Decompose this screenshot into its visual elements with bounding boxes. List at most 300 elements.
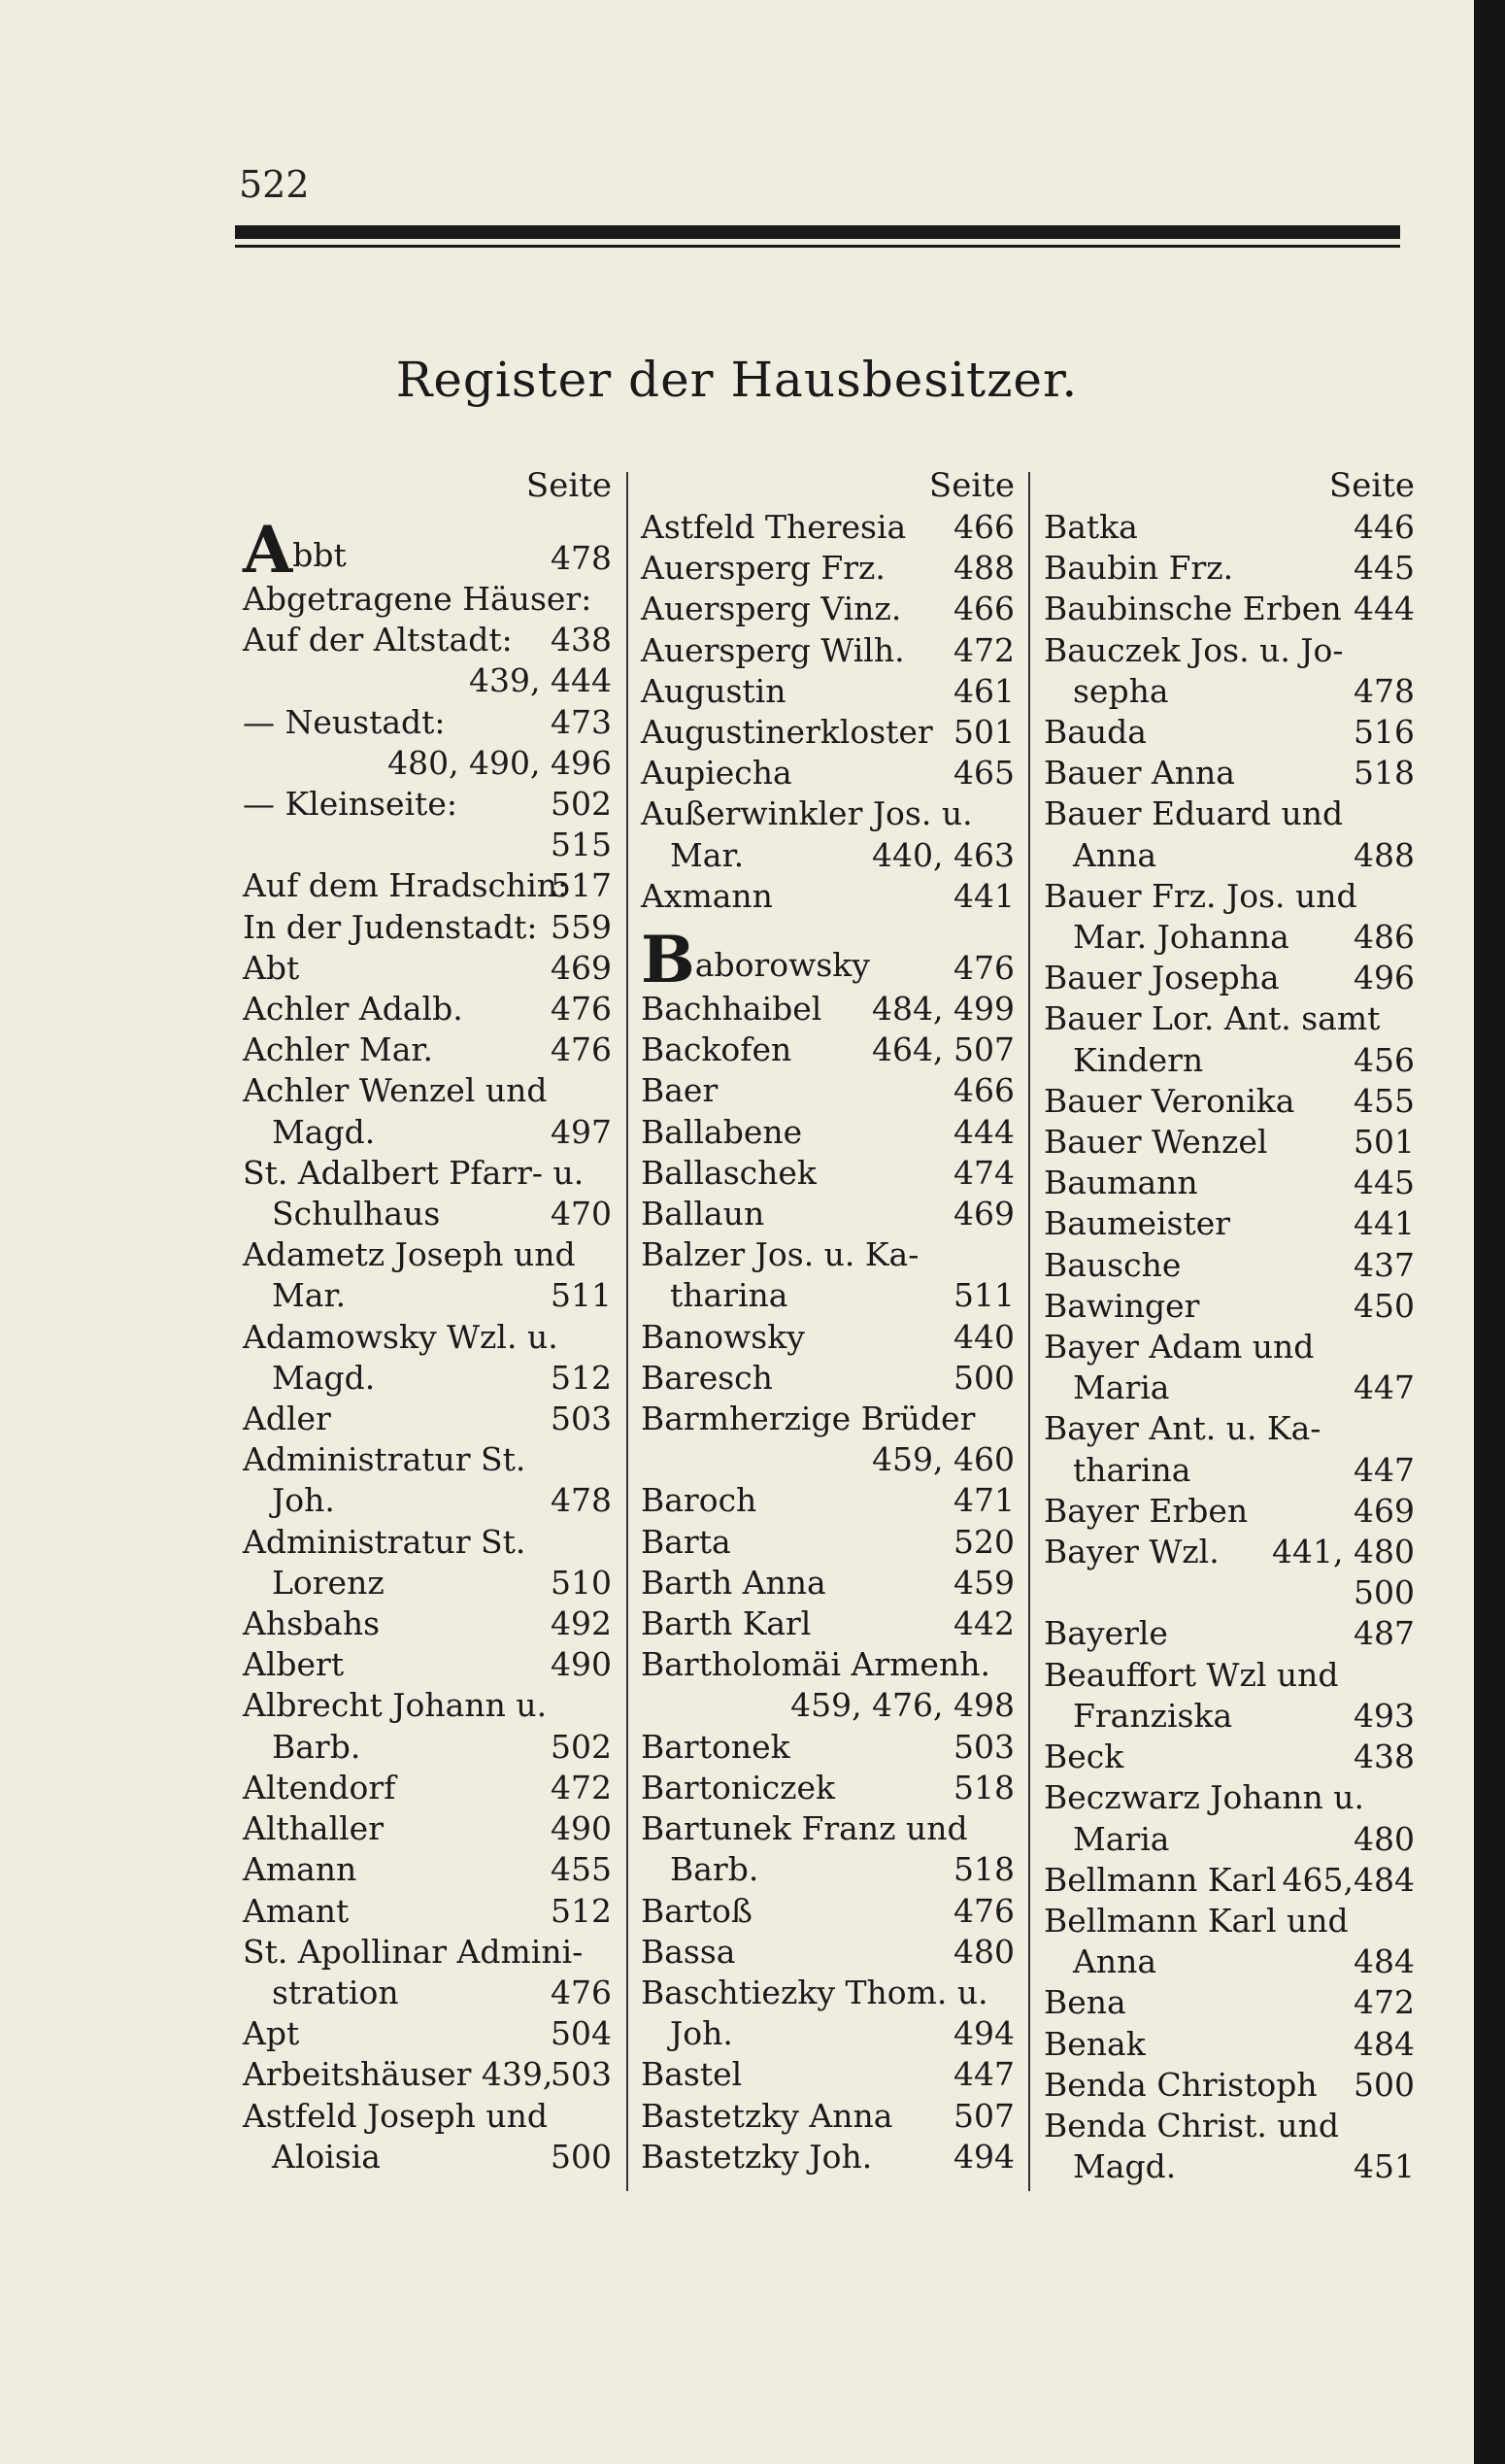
register-entry	[1044, 1081, 1415, 1122]
entry-pages: 440, 463	[872, 835, 1015, 874]
entry-name: Barta	[641, 1522, 731, 1561]
entry-name: Beck	[1044, 1738, 1124, 1776]
entry-pages: 484	[1354, 1942, 1415, 1981]
entry-name: Bassa	[641, 1932, 736, 1971]
register-entry	[641, 1153, 1015, 1194]
entry-pages: 472	[953, 630, 1015, 669]
entry-pages: 512	[551, 1891, 612, 1930]
entry-name: Auf dem Hradschin:	[243, 866, 569, 905]
register-entry	[243, 1727, 612, 1768]
register-entry	[641, 1275, 1015, 1316]
entry-name: Magd.	[272, 1358, 376, 1397]
register-entry	[243, 1480, 612, 1521]
register-entry	[641, 1112, 1015, 1153]
register-entry	[243, 784, 612, 825]
entry-pages: 476	[551, 1973, 612, 2011]
register-entry	[243, 1768, 612, 1808]
register-entry	[641, 671, 1015, 712]
entry-pages: 447	[953, 2055, 1015, 2094]
register-entry	[243, 989, 612, 1029]
entry-name: Astfeld Theresia	[641, 508, 907, 546]
entry-pages: 469	[953, 1195, 1015, 1233]
entry-pages: 507	[953, 2096, 1015, 2135]
register-entry	[243, 660, 612, 701]
entry-pages: 518	[953, 1850, 1015, 1889]
register-entry	[641, 1480, 1015, 1521]
entry-name: Baschtiezky Thom. u.	[641, 1973, 988, 2011]
entry-pages: 474	[953, 1153, 1015, 1192]
entry-pages: 478	[551, 538, 612, 577]
entry-pages: 484	[1354, 2024, 1415, 2063]
column-header-seite: Seite	[1328, 466, 1415, 505]
entry-pages: 466	[953, 590, 1015, 628]
register-entry	[1044, 1819, 1415, 1860]
book-edge	[1474, 0, 1505, 2464]
entry-pages: 447	[1354, 1368, 1415, 1407]
entry-pages: 515	[551, 826, 612, 864]
register-entry	[641, 922, 1015, 998]
entry-name: Bartoß	[641, 1891, 752, 1930]
entry-name: Bartoniczek	[641, 1768, 836, 1806]
entry-pages	[1005, 1644, 1016, 1685]
entry-pages: 484, 499	[872, 990, 1015, 1029]
entry-pages: 438	[1354, 1738, 1415, 1776]
page-title: Register der Hausbesitzer.	[395, 352, 1079, 408]
entry-pages: 520	[953, 1522, 1015, 1561]
entry-pages: 500	[551, 2137, 612, 2176]
register-entry	[641, 2054, 1015, 2095]
entry-name: Bayer Erben	[1044, 1491, 1249, 1530]
entry-pages: 446	[1354, 508, 1415, 546]
register-column-1	[243, 464, 612, 2177]
entry-name: Bartunek Franz und	[641, 1809, 968, 1848]
entry-pages: 496	[1354, 959, 1415, 997]
register-entry	[1044, 753, 1415, 793]
entry-name: stration	[272, 1973, 399, 2011]
entry-pages: 472	[1354, 1983, 1415, 2022]
register-entry	[641, 1029, 1015, 1070]
entry-name: Bellmann Karl und	[1044, 1901, 1349, 1940]
entry-name: Ballabene	[641, 1112, 803, 1151]
entry-pages	[602, 2096, 613, 2137]
register-entry	[641, 1727, 1015, 1768]
register-entry	[1044, 835, 1415, 876]
register-entry	[1044, 1450, 1415, 1491]
register-entry	[243, 907, 612, 948]
entry-name: Benak	[1044, 2024, 1146, 2063]
register-entry	[243, 1685, 612, 1726]
register-entry	[243, 743, 612, 784]
entry-name: Auersperg Vinz.	[641, 590, 902, 628]
entry-pages: 439, 444	[469, 661, 612, 700]
entry-pages	[1405, 1901, 1416, 1941]
register-entry	[1044, 1737, 1415, 1777]
register-entry	[243, 1563, 612, 1603]
entry-name: Auf der Altstadt:	[243, 621, 513, 659]
entry-pages	[602, 1685, 613, 1726]
entry-name: Aloisia	[272, 2137, 381, 2176]
entry-pages: 518	[953, 1768, 1015, 1806]
register-entry	[1044, 2146, 1415, 2187]
register-entry	[641, 1973, 1015, 2013]
register-entry	[641, 712, 1015, 753]
entry-name: Banowsky	[641, 1317, 805, 1356]
entry-name: Barth Karl	[641, 1604, 812, 1643]
entry-pages	[1405, 793, 1416, 834]
entry-pages: 455	[1354, 1081, 1415, 1120]
entry-name: Bawinger	[1044, 1286, 1200, 1325]
register-entry	[243, 1932, 612, 1973]
entry-pages	[602, 1153, 613, 1194]
entry-pages	[602, 1439, 613, 1480]
register-entry	[243, 2137, 612, 2177]
register-entry	[641, 507, 1015, 548]
register-entry	[641, 1358, 1015, 1399]
register-entry	[243, 702, 612, 743]
entry-pages	[602, 1070, 613, 1111]
register-entry	[1044, 548, 1415, 589]
entry-name: Mar.	[670, 835, 745, 874]
entry-pages: 490	[551, 1809, 612, 1848]
column-divider	[1028, 472, 1030, 2191]
entry-name: Althaller	[243, 1809, 384, 1848]
register-entry	[243, 865, 612, 906]
entry-pages: 469	[551, 948, 612, 987]
register-column-2	[641, 464, 1015, 2177]
entry-pages: 471	[953, 1481, 1015, 1520]
entry-name: Anna	[1073, 1942, 1157, 1981]
entry-name: Achler Mar.	[243, 1030, 434, 1069]
entry-pages: 518	[1354, 754, 1415, 793]
entry-name: Bayerle	[1044, 1614, 1168, 1653]
entry-name: Administratur St.	[243, 1522, 526, 1561]
register-entry	[641, 1070, 1015, 1111]
register-entry	[641, 793, 1015, 834]
register-entry	[243, 948, 612, 989]
register-entry	[243, 1973, 612, 2013]
register-entry	[243, 1439, 612, 1480]
register-entry	[641, 1317, 1015, 1358]
entry-pages: 511	[551, 1276, 612, 1315]
entry-pages: 450	[1354, 1286, 1415, 1325]
register-entry	[641, 1808, 1015, 1849]
register-entry	[641, 1849, 1015, 1890]
entry-name: Abbt	[243, 512, 347, 588]
entry-pages: 476	[551, 1030, 612, 1069]
register-entry	[243, 1358, 612, 1399]
register-entry	[641, 1603, 1015, 1644]
entry-name: Apt	[243, 2014, 300, 2053]
register-entry	[1044, 1777, 1415, 1818]
entry-name: Augustin	[641, 671, 786, 710]
register-entry	[641, 1644, 1015, 1685]
entry-name: Barb.	[272, 1727, 361, 1766]
register-entry	[1044, 1327, 1415, 1367]
register-entry	[243, 1849, 612, 1890]
entry-name: Maria	[1073, 1819, 1170, 1858]
entry-pages: 502	[551, 785, 612, 824]
register-entry	[1044, 1203, 1415, 1244]
entry-name: Anna	[1073, 835, 1157, 874]
entry-pages: 466	[953, 508, 1015, 546]
page-number: 522	[239, 163, 310, 206]
entry-name: In der Judenstadt:	[243, 907, 538, 946]
register-entry	[1044, 630, 1415, 671]
entry-name: Bartonek	[641, 1727, 790, 1766]
register-entry	[1044, 917, 1415, 958]
entry-name: Abgetragene Häuser:	[243, 580, 592, 618]
entry-pages	[1005, 1234, 1016, 1275]
entry-name: Astfeld Joseph und	[243, 2096, 548, 2135]
entry-name: Auersperg Wilh.	[641, 630, 905, 669]
register-entry	[1044, 1941, 1415, 1982]
register-entry	[641, 2013, 1015, 2054]
entry-pages: 437	[1354, 1245, 1415, 1284]
register-entry	[243, 2054, 612, 2095]
register-entry	[1044, 1408, 1415, 1449]
register-entry	[641, 1234, 1015, 1275]
entry-pages	[1405, 1655, 1416, 1696]
entry-pages: 501	[1354, 1123, 1415, 1162]
entry-name: tharina	[1073, 1450, 1191, 1489]
register-entry	[1044, 1491, 1415, 1532]
register-entry	[1044, 1572, 1415, 1613]
entry-pages	[1005, 1973, 1016, 2013]
entry-name: Baubin Frz.	[1044, 549, 1234, 588]
entry-pages: 503	[953, 1727, 1015, 1766]
entry-name: Augustinerkloster	[641, 713, 933, 752]
register-entry	[243, 1112, 612, 1153]
entry-pages: 480	[1354, 1819, 1415, 1858]
entry-name: Axmann	[641, 876, 773, 915]
register-entry	[243, 579, 612, 620]
entry-name: tharina	[670, 1276, 788, 1315]
entry-pages: 501	[953, 713, 1015, 752]
entry-name: Adametz Joseph und	[243, 1235, 576, 1274]
entry-pages: 469	[1354, 1491, 1415, 1530]
entry-name: Achler Wenzel und	[243, 1071, 548, 1110]
register-entry	[641, 1768, 1015, 1808]
entry-pages	[602, 1522, 613, 1563]
entry-pages: 451	[1354, 2147, 1415, 2186]
entry-pages	[602, 1932, 613, 1973]
register-entry	[243, 512, 612, 588]
entry-pages: 516	[1354, 713, 1415, 752]
register-entry	[243, 1275, 612, 1316]
register-entry	[243, 825, 612, 865]
entry-name: — Kleinseite:	[243, 785, 457, 824]
entry-name: Abt	[243, 948, 300, 987]
entry-pages: 494	[953, 2137, 1015, 2176]
entry-name: Joh.	[272, 1481, 335, 1520]
entry-name: Bauer Veronika	[1044, 1081, 1295, 1120]
entry-name: Bausche	[1044, 1245, 1182, 1284]
entry-pages: 497	[551, 1112, 612, 1151]
entry-pages: 512	[551, 1358, 612, 1397]
register-entry	[641, 1439, 1015, 1480]
entry-pages	[1405, 998, 1416, 1039]
entry-pages: 490	[551, 1645, 612, 1684]
entry-name: Barb.	[670, 1850, 759, 1889]
entry-name: Joh.	[670, 2014, 733, 2053]
register-entry	[1044, 793, 1415, 834]
entry-name: Batka	[1044, 508, 1138, 546]
register-entry	[1044, 712, 1415, 753]
register-entry	[243, 620, 612, 660]
register-entry	[641, 589, 1015, 629]
entry-name: Schulhaus	[272, 1195, 441, 1233]
register-entry	[641, 1522, 1015, 1563]
header-rule-thin	[235, 245, 1400, 248]
register-entry	[243, 1153, 612, 1194]
register-entry	[1044, 958, 1415, 998]
entry-pages	[1405, 876, 1416, 917]
register-entry	[1044, 1901, 1415, 1941]
entry-pages: 487	[1354, 1614, 1415, 1653]
entry-pages: 444	[953, 1112, 1015, 1151]
entry-pages: 500	[953, 1358, 1015, 1397]
entry-name: Magd.	[1073, 2147, 1177, 2186]
entry-pages: 459, 476, 498	[790, 1686, 1015, 1725]
register-entry	[1044, 1122, 1415, 1163]
entry-name: Bauczek Jos. u. Jo-	[1044, 630, 1344, 669]
entry-name: Beauffort Wzl und	[1044, 1655, 1339, 1694]
register-entry	[1044, 1696, 1415, 1737]
register-entry	[1044, 671, 1415, 712]
entry-name: Albrecht Johann u.	[243, 1686, 548, 1725]
entry-pages: 461	[953, 671, 1015, 710]
register-entry	[243, 1317, 612, 1358]
register-entry	[641, 2096, 1015, 2137]
entry-name: Achler Adalb.	[243, 990, 463, 1029]
register-entry	[1044, 1532, 1415, 1572]
entry-pages	[1405, 1408, 1416, 1449]
entry-name: Bayer Adam und	[1044, 1328, 1315, 1367]
register-entry	[243, 1399, 612, 1439]
entry-name: Lorenz	[272, 1563, 385, 1602]
entry-name: Bauer Eduard und	[1044, 794, 1344, 833]
register-entry	[243, 1070, 612, 1111]
register-entry	[1044, 1982, 1415, 2023]
register-column-3	[1044, 464, 1415, 2187]
entry-pages: 492	[551, 1604, 612, 1643]
entry-pages: 455	[551, 1850, 612, 1889]
entry-name: Amant	[243, 1891, 350, 1930]
entry-pages: 480	[953, 1932, 1015, 1971]
register-entry	[1044, 2106, 1415, 2146]
entry-name: Baroch	[641, 1481, 757, 1520]
entry-name: Baborowsky	[641, 922, 870, 998]
entry-name: Maria	[1073, 1368, 1170, 1407]
register-entry	[641, 1399, 1015, 1439]
entry-pages: 441	[1354, 1204, 1415, 1243]
entry-name: Bellmann Karl	[1044, 1860, 1277, 1899]
entry-name: Bayer Wzl.	[1044, 1533, 1220, 1571]
entry-pages: 504	[551, 2014, 612, 2053]
register-entry	[1044, 1613, 1415, 1654]
entry-name: Altendorf	[243, 1768, 396, 1806]
column-header-seite: Seite	[525, 466, 612, 505]
register-entry	[1044, 1163, 1415, 1203]
entry-pages: 503	[551, 2055, 612, 2094]
register-entry	[641, 1194, 1015, 1234]
entry-pages	[1405, 1327, 1416, 1367]
entry-name: Albert	[243, 1645, 345, 1684]
entry-name: Mar.	[272, 1276, 347, 1315]
entry-pages	[1005, 1808, 1016, 1849]
register-entry	[243, 2096, 612, 2137]
entry-pages: 459	[953, 1563, 1015, 1602]
register-entry	[243, 1522, 612, 1563]
entry-name: Magd.	[272, 1112, 376, 1151]
register-entry	[1044, 1286, 1415, 1327]
entry-pages: 488	[953, 549, 1015, 588]
entry-name: Bastetzky Joh.	[641, 2137, 873, 2176]
register-entry	[1044, 507, 1415, 548]
entry-pages: 476	[953, 948, 1015, 987]
entry-name: Amann	[243, 1850, 357, 1889]
entry-name: Benda Christoph	[1044, 2065, 1318, 2104]
entry-name: Bauda	[1044, 713, 1147, 752]
entry-pages: 486	[1354, 918, 1415, 957]
entry-name: Beczwarz Johann u.	[1044, 1778, 1364, 1817]
register-entry	[641, 1685, 1015, 1726]
entry-name: Ballaschek	[641, 1153, 817, 1192]
entry-pages	[602, 1234, 613, 1275]
entry-name: Baumeister	[1044, 1204, 1231, 1243]
entry-pages: 444	[1354, 590, 1415, 628]
entry-name: Benda Christ. und	[1044, 2106, 1339, 2144]
entry-pages: 500	[1354, 1573, 1415, 1612]
entry-name: Baubinsche Erben	[1044, 590, 1342, 628]
entry-name: Bayer Ant. u. Ka-	[1044, 1409, 1321, 1448]
entry-name: Administratur St.	[243, 1440, 526, 1479]
entry-pages	[602, 579, 613, 620]
register-entry	[641, 1932, 1015, 1973]
entry-pages	[602, 1317, 613, 1358]
entry-pages: 480, 490, 496	[387, 743, 612, 782]
register-entry	[243, 1808, 612, 1849]
register-entry	[641, 835, 1015, 876]
entry-name: Ballaun	[641, 1195, 765, 1233]
register-entry	[1044, 1367, 1415, 1408]
entry-name: Baer	[641, 1071, 719, 1110]
register-entry	[243, 1644, 612, 1685]
entry-name: Ahsbahs	[243, 1604, 381, 1643]
entry-pages: 465	[953, 754, 1015, 793]
entry-pages: 476	[551, 990, 612, 1029]
entry-name: Bauer Anna	[1044, 754, 1235, 793]
entry-pages: 470	[551, 1195, 612, 1233]
register-entry	[1044, 1655, 1415, 1696]
entry-pages: 511	[953, 1276, 1015, 1315]
entry-pages	[1005, 793, 1016, 834]
register-entry	[1044, 876, 1415, 917]
entry-pages: 478	[551, 1481, 612, 1520]
entry-pages: 456	[1354, 1040, 1415, 1079]
entry-pages: 442	[953, 1604, 1015, 1643]
entry-name: Adler	[243, 1400, 331, 1438]
register-entry	[243, 1234, 612, 1275]
entry-name: Bauer Frz. Jos. und	[1044, 876, 1357, 915]
register-entry	[1044, 998, 1415, 1039]
entry-name: Bena	[1044, 1983, 1126, 2022]
entry-name: Kindern	[1073, 1040, 1204, 1079]
entry-name: Baumann	[1044, 1164, 1198, 1202]
entry-name: Arbeitshäuser 439,	[243, 2055, 553, 2094]
entry-pages: 440	[953, 1317, 1015, 1356]
entry-name: Backofen	[641, 1030, 792, 1069]
